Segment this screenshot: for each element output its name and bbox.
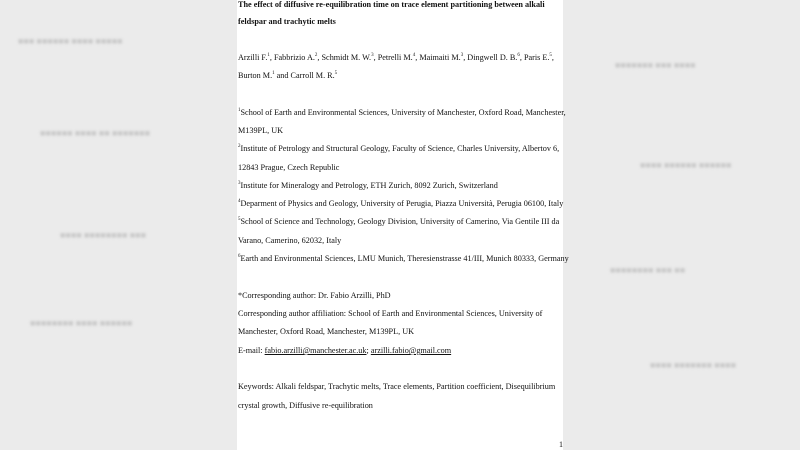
email-link-primary[interactable]: fabio.arzilli@manchester.ac.uk [264,346,367,355]
blurred-background: ■■■ ■■■■■■ ■■■■ ■■■■■ ■■■■■■ ■■■■ ■■ ■■■■■■■ ■■■■ ■■■■■■■■ ■■■ ■■■■■■■■ ■■■■ ■■■■■■ ■■■■■■■ ■■■ ■■■■ ■■■■ ■■■■■■ ■■■■■■ ■■■■■■■■ ■■■ ■■ ■■■■ ■■■■■■■ ■■■■ [0,0,800,450]
author-affiliation-number: 1 [267,53,270,58]
affiliation-5-continued: Varano, Camerino, 62032, Italy [238,236,342,245]
email-label: E-mail: [238,346,265,355]
affiliation-3 [238,177,498,196]
author-affiliation-number: 1 [272,71,275,76]
affiliation-text: School of Science and Technology, Geology Division, University of Camerino, Via Gentile III da [240,217,560,226]
corresponding-affiliation: Corresponding author affiliation: School of Earth and Environmental Sciences, University of [238,309,543,318]
author-separator: , [269,53,274,62]
author-list [238,49,554,68]
affiliation-text: Institute of Petrology and Structural Geology, Faculty of Science, Charles University, Albertov 6, [240,144,560,153]
affiliation-4 [238,195,563,214]
author-affiliation-number: 2 [314,53,318,58]
author: Maimaiti M. [419,53,461,62]
author-affiliation-number: 3 [371,53,374,58]
paper-title-line-1: The effect of diffusive re-equilibration time on trace element partitioning between alkali [238,0,545,9]
paper-page [237,0,569,450]
email-separator: ; [366,346,371,355]
affiliation-2 [238,140,559,159]
affiliation-number: 6 [238,254,241,259]
affiliation-1 [238,104,566,123]
keywords-continued: crystal growth, Diffusive re-equilibration [238,401,373,410]
author-list-line-2 [238,67,337,86]
corresponding-affiliation-continued: Manchester, Oxford Road, Manchester, M139PL, UK [238,327,415,336]
affiliation-text: Institute for Mineralogy and Petrology, ETH Zurich, 8092 Zurich, Switzerland [240,181,498,190]
author-affiliation-number: 3 [460,53,464,58]
author-separator: and [274,71,291,80]
affiliation-number: 3 [238,181,241,186]
paper-title-line-2: feldspar and trachytic melts [238,17,336,26]
author-affiliation-number: 4 [412,53,416,58]
affiliation-text: Deparment of Physics and Geology, University of Perugia, Piazza Università, Perugia 06100, Italy [240,199,564,208]
author: Petrelli M. [377,53,413,62]
affiliation-text: School of Earth and Environmental Sciences, University of Manchester, Oxford Road, Manchester, [240,108,566,117]
author: Paris E. [523,53,550,62]
email-line [238,342,451,361]
author: Burton M. [238,71,273,80]
affiliation-number: 5 [238,217,241,222]
author-separator: , [463,53,468,62]
corresponding-author: *Corresponding author: Dr. Fabio Arzilli, PhD [238,291,391,300]
affiliation-6 [238,250,569,269]
keywords: Keywords: Alkali feldspar, Trachytic melts, Trace elements, Partition coefficient, Disequilibrium [238,382,556,391]
author-affiliation-number: 6 [517,53,520,58]
author-separator: , [519,53,524,62]
page-number: 1 [559,440,563,449]
email-link-secondary[interactable]: arzilli.fabio@gmail.com [370,346,452,355]
author-separator: , [317,53,322,62]
affiliation-2-continued: 12843 Prague, Czech Republic [238,163,340,172]
affiliation-5 [238,213,559,232]
author-affiliation-number: 5 [334,71,338,76]
affiliation-number: 4 [238,199,241,204]
affiliation-number: 1 [238,108,241,113]
author: Schmidt M. W. [321,53,372,62]
author-affiliation-number: 5 [549,53,552,58]
affiliation-text: Earth and Environmental Sciences, LMU Munich, Theresienstrasse 41/III, Munich 80333, Germany [240,254,569,263]
author: Arzilli F. [238,53,268,62]
author: Fabbrizio A. [273,53,315,62]
affiliation-1-continued: M139PL, UK [238,126,284,135]
author-separator: , [551,53,554,62]
author-separator: , [415,53,420,62]
author: Dingwell D. B. [467,53,518,62]
author: Carroll M. R. [290,71,335,80]
affiliation-number: 2 [238,144,241,149]
author-separator: , [373,53,378,62]
